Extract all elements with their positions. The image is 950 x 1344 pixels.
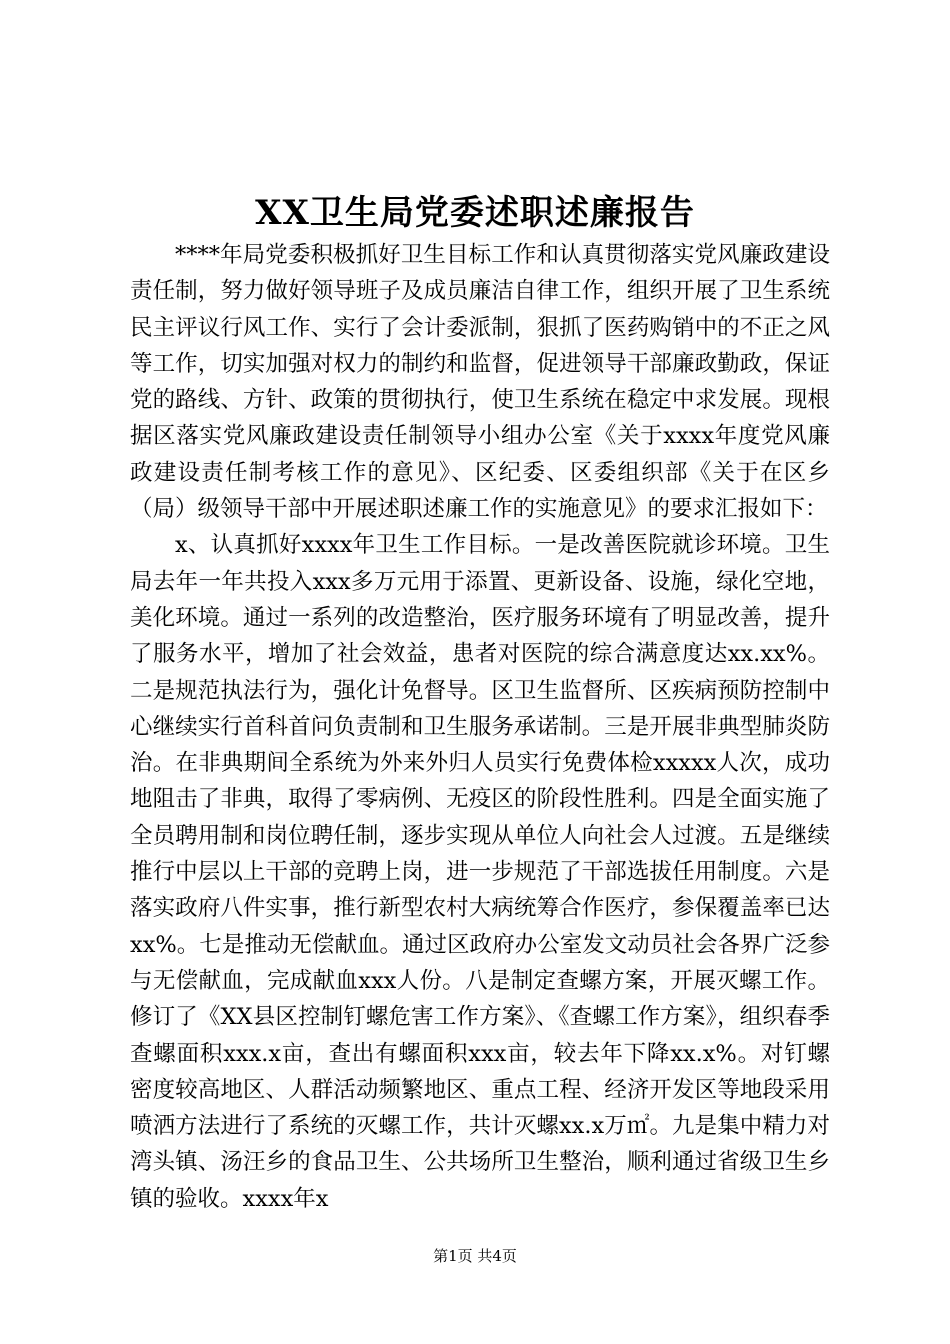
page-number-footer: 第1页 共4页 [433,1247,517,1265]
document-body [130,237,830,1217]
paragraph-item-1: x、认真抓好xxxx年卫生工作目标。一是改善医院就诊环境。卫生局去年一年共投入xxx多万元用于添置、更新设备、设施，绿化空地，美化环境。通过一系列的改造整治，医疗服务环境有了明显改善，提升了服务水平，增加了社会效益，患者对医院的综合满意度达xx.xx%。二是规范执法行为，强化计免督导。区卫生监督所、区疾病预防控制中心继续实行首科首问负责制和卫生服务承诺制。三是开展非典型肺炎防治。在非典期间全系统为外来外归人员实行免费体检xxxxx人次，成功地阻击了非典，取得了零病例、无疫区的阶段性胜利。四是全面实施了全员聘用制和岗位聘任制，逐步实现从单位人向社会人过渡。五是继续推行中层以上干部的竞聘上岗，进一步规范了干部选拔任用制度。六是落实政府八件实事，推行新型农村大病统筹合作医疗，参保覆盖率已达xx%。七是推动无偿献血。通过区政府办公室发文动员社会各界广泛参与无偿献血，完成献血xxx人份。八是制定查螺方案，开展灭螺工作。修订了《XX县区控制钉螺危害工作方案》、《查螺工作方案》，组织春季查螺面积xxx.x亩，查出有螺面积xxx亩，较去年下降xx.x%。对钉螺密度较高地区、人群活动频繁地区、重点工程、经济开发区等地段采用喷洒方法进行了系统的灭螺工作，共计灭螺xx.x万㎡。九是集中精力对湾头镇、汤汪乡的食品卫生、公共场所卫生整治，顺利通过省级卫生乡镇的验收。xxxx年x [130,532,830,1212]
paragraph-intro: ****年局党委积极抓好卫生目标工作和认真贯彻落实党风廉政建设责任制，努力做好领导班子及成员廉洁自律工作，组织开展了卫生系统民主评议行风工作、实行了会计委派制，狠抓了医药购销中的不正之风等工作，切实加强对权力的制约和监督，促进领导干部廉政勤政，保证党的路线、方针、政策的贯彻执行，使卫生系统在稳定中求发展。现根据区落实党风廉政建设责任制领导小组办公室《关于xxxx年度党风廉政建设责任制考核工作的意见》、区纪委、区委组织部《关于在区乡（局）级领导干部中开展述职述廉工作的实施意见》的要求汇报如下： [130,242,830,523]
document-title: XX卫生局党委述职述廉报告 [255,193,695,233]
